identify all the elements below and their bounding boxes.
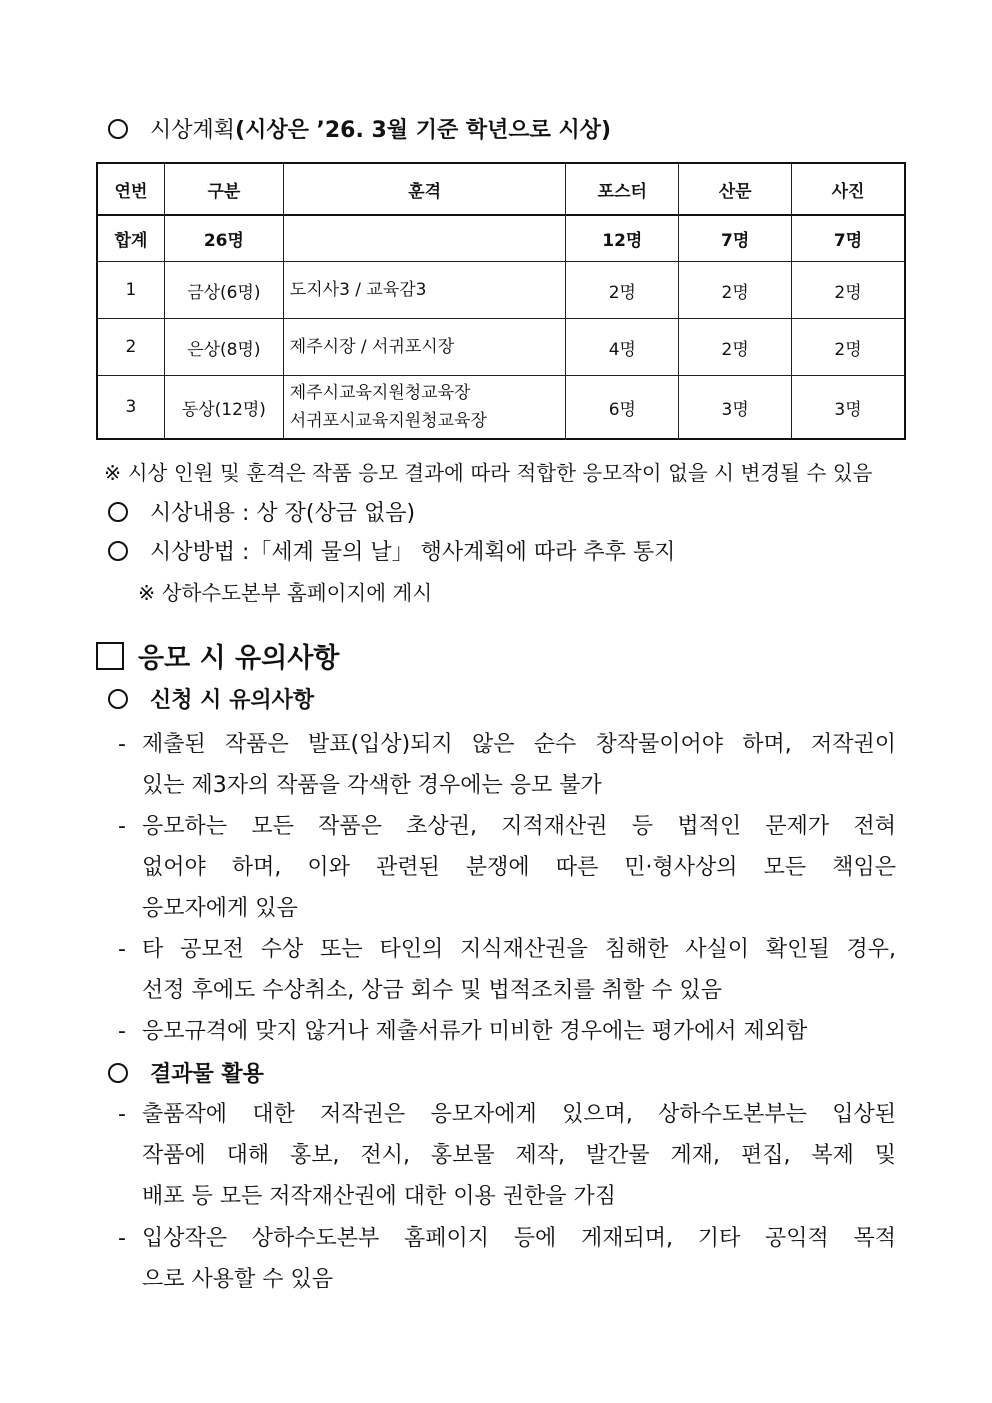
award-plan-heading xyxy=(108,116,611,146)
header-cell: 연번 xyxy=(97,163,164,215)
row-number: 3 xyxy=(97,376,164,440)
table-note: ※ 시상 인원 및 훈격은 작품 응모 결과에 따라 적합한 응모작이 없을 시 변경될 수 있음 xyxy=(104,461,873,485)
dash-bullet: - xyxy=(118,1226,126,1251)
honor-line: 제주시교육지원청교육장 xyxy=(289,383,471,403)
circle-bullet-icon xyxy=(108,689,128,709)
circle-bullet-icon xyxy=(108,502,128,522)
row-category: 금상(6명) xyxy=(164,262,283,319)
table-row xyxy=(97,262,905,319)
item-line: 작품에 대해 홍보, 전시, 홍보물 제작, 발간물 게재, 편집, 복제 및 xyxy=(142,1143,896,1168)
total-cell: 7명 xyxy=(792,215,905,262)
row-photo: 2명 xyxy=(792,262,905,319)
header-cell: 구분 xyxy=(164,163,283,215)
dash-bullet: - xyxy=(118,1102,126,1127)
item-line: 응모하는 모든 작품은 초상권, 지적재산권 등 법적인 문제가 전혀 xyxy=(142,814,896,839)
honor-line: 서귀포시교육지원청교육장 xyxy=(289,411,487,431)
row-prose: 2명 xyxy=(679,319,792,376)
row-photo: 3명 xyxy=(792,376,905,440)
item-line: 입상작은 상하수도본부 홈페이지 등에 게재되며, 기타 공익적 목적 xyxy=(142,1226,896,1251)
row-prose: 3명 xyxy=(679,376,792,440)
total-cell: 26명 xyxy=(164,215,283,262)
sub1-title: 신청 시 유의사항 xyxy=(150,688,315,713)
row-category: 은상(8명) xyxy=(164,319,283,376)
row-category: 동상(12명) xyxy=(164,376,283,440)
item-line: 배포 등 모든 저작재산권에 대한 이용 권한을 가짐 xyxy=(142,1184,616,1209)
total-cell xyxy=(283,215,566,262)
dash-bullet: - xyxy=(118,937,126,962)
award-content-text: 시상내용 : 상 장(상금 없음) xyxy=(150,501,416,526)
honor-line: 도지사3 / 교육감3 xyxy=(289,280,427,300)
total-cell: 12명 xyxy=(566,215,679,262)
sub1-heading xyxy=(108,686,314,716)
table-row xyxy=(97,319,905,376)
award-table xyxy=(96,162,906,440)
item-line: 응모자에게 있음 xyxy=(142,896,298,921)
header-cell: 포스터 xyxy=(566,163,679,215)
circle-bullet-icon xyxy=(108,541,128,561)
dash-bullet: - xyxy=(118,732,126,757)
award-method-text: 시상방법 :「세계 물의 날」 행사계획에 따라 추후 통지 xyxy=(150,540,676,565)
row-honor xyxy=(283,262,566,319)
header-cell: 사진 xyxy=(792,163,905,215)
sub2-heading xyxy=(108,1060,264,1090)
circle-bullet-icon xyxy=(108,1063,128,1083)
item-line: 있는 제3자의 작품을 각색한 경우에는 응모 불가 xyxy=(142,773,602,798)
square-bullet-icon xyxy=(96,642,124,670)
sub2-title: 결과물 활용 xyxy=(150,1062,264,1087)
item-line: 출품작에 대한 저작권은 응모자에게 있으며, 상하수도본부는 입상된 xyxy=(142,1102,896,1127)
item-line: 선정 후에도 수상취소, 상금 회수 및 법적조치를 취할 수 있음 xyxy=(142,978,722,1003)
section-title xyxy=(96,641,339,677)
row-number: 1 xyxy=(97,262,164,319)
item-line: 응모규격에 맞지 않거나 제출서류가 미비한 경우에는 평가에서 제외함 xyxy=(142,1019,808,1044)
item-line: 타 공모전 수상 또는 타인의 지식재산권을 침해한 사실이 확인될 경우, xyxy=(142,937,896,962)
row-poster: 2명 xyxy=(566,262,679,319)
table-header-row xyxy=(97,163,905,215)
row-poster: 6명 xyxy=(566,376,679,440)
honor-line: 제주시장 / 서귀포시장 xyxy=(289,337,455,357)
header-cell: 훈격 xyxy=(283,163,566,215)
row-honor xyxy=(283,319,566,376)
total-cell: 7명 xyxy=(679,215,792,262)
section-title-text: 응모 시 유의사항 xyxy=(138,643,340,674)
award-plan-label: 시상계획 xyxy=(150,118,236,143)
item-line: 없어야 하며, 이와 관련된 분쟁에 따른 민·형사상의 모든 책임은 xyxy=(142,855,896,880)
row-honor xyxy=(283,376,566,440)
total-row xyxy=(97,215,905,262)
award-method xyxy=(108,538,675,568)
dash-bullet: - xyxy=(118,814,126,839)
item-line: 제출된 작품은 발표(입상)되지 않은 순수 창작물이어야 하며, 저작권이 xyxy=(142,732,896,757)
row-prose: 2명 xyxy=(679,262,792,319)
row-number: 2 xyxy=(97,319,164,376)
header-cell: 산문 xyxy=(679,163,792,215)
award-method-note: ※ 상하수도본부 홈페이지에 게시 xyxy=(138,581,433,605)
dash-bullet: - xyxy=(118,1019,126,1044)
item-line: 으로 사용할 수 있음 xyxy=(142,1267,333,1292)
row-photo: 2명 xyxy=(792,319,905,376)
award-content xyxy=(108,499,415,529)
row-poster: 4명 xyxy=(566,319,679,376)
total-cell: 합계 xyxy=(97,215,164,262)
table-row xyxy=(97,376,905,440)
circle-bullet-icon xyxy=(108,119,128,139)
award-plan-note: (시상은 ’26. 3월 기준 학년으로 시상) xyxy=(235,118,612,143)
